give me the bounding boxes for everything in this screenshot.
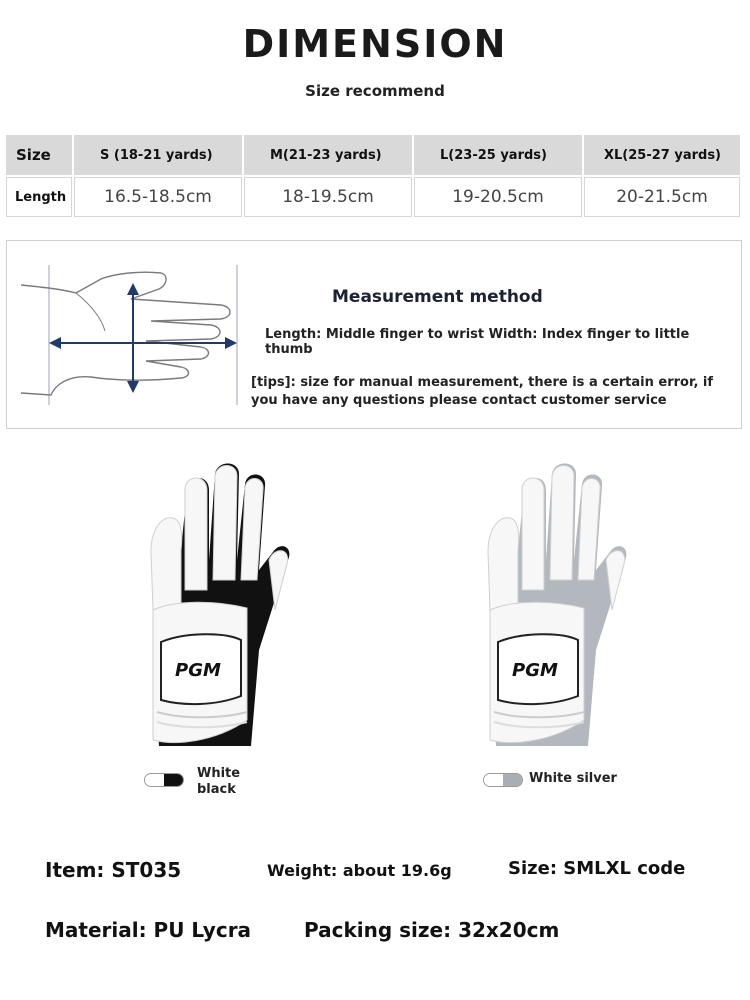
size-header-l: L(23-25 yards) — [414, 135, 582, 175]
glove-logo-2: PGM — [512, 660, 558, 681]
measurement-tips: [tips]: size for manual measurement, there is a certain error, if you have any questions please contact customer service — [251, 375, 714, 408]
page-title: DIMENSION — [242, 22, 508, 66]
spec-weight: Weight: about 19.6g — [267, 861, 452, 880]
hand-measurement-icon — [21, 265, 241, 405]
color-swatch-white-silver[interactable] — [483, 773, 523, 787]
length-l: 19-20.5cm — [414, 177, 582, 217]
size-header-s: S (18-21 yards) — [74, 135, 242, 175]
measurement-description: Length: Middle finger to wrist Width: Index finger to little thumb — [265, 327, 690, 357]
swatch-black — [164, 774, 183, 786]
spec-packing-size: Packing size: 32x20cm — [304, 918, 560, 942]
swatch-silver — [503, 774, 522, 786]
glove-white-silver-image — [472, 460, 652, 750]
swatch-white — [145, 774, 164, 786]
length-xl: 20-21.5cm — [584, 177, 740, 217]
size-table-header-row — [6, 135, 740, 175]
color-label-white-black: White black — [197, 766, 241, 797]
glove-white-black-image — [135, 460, 315, 750]
spec-material: Material: PU Lycra — [45, 918, 252, 942]
size-table-length-row — [6, 177, 740, 217]
measurement-panel — [6, 240, 742, 429]
color-label-white-silver: White silver — [529, 771, 617, 786]
size-header-m: M(21-23 yards) — [244, 135, 412, 175]
spec-size: Size: SMLXL code — [508, 858, 686, 879]
page-subtitle: Size recommend — [305, 82, 445, 100]
length-s: 16.5-18.5cm — [74, 177, 242, 217]
glove-logo-1: PGM — [175, 660, 221, 681]
size-header-xl: XL(25-27 yards) — [584, 135, 740, 175]
measurement-title: Measurement method — [332, 287, 543, 307]
length-label: Length — [6, 177, 72, 217]
length-m: 18-19.5cm — [244, 177, 412, 217]
color-swatch-white-black[interactable] — [144, 773, 184, 787]
spec-item: Item: ST035 — [45, 858, 182, 882]
swatch-white — [484, 774, 503, 786]
size-header-label: Size — [6, 135, 72, 175]
